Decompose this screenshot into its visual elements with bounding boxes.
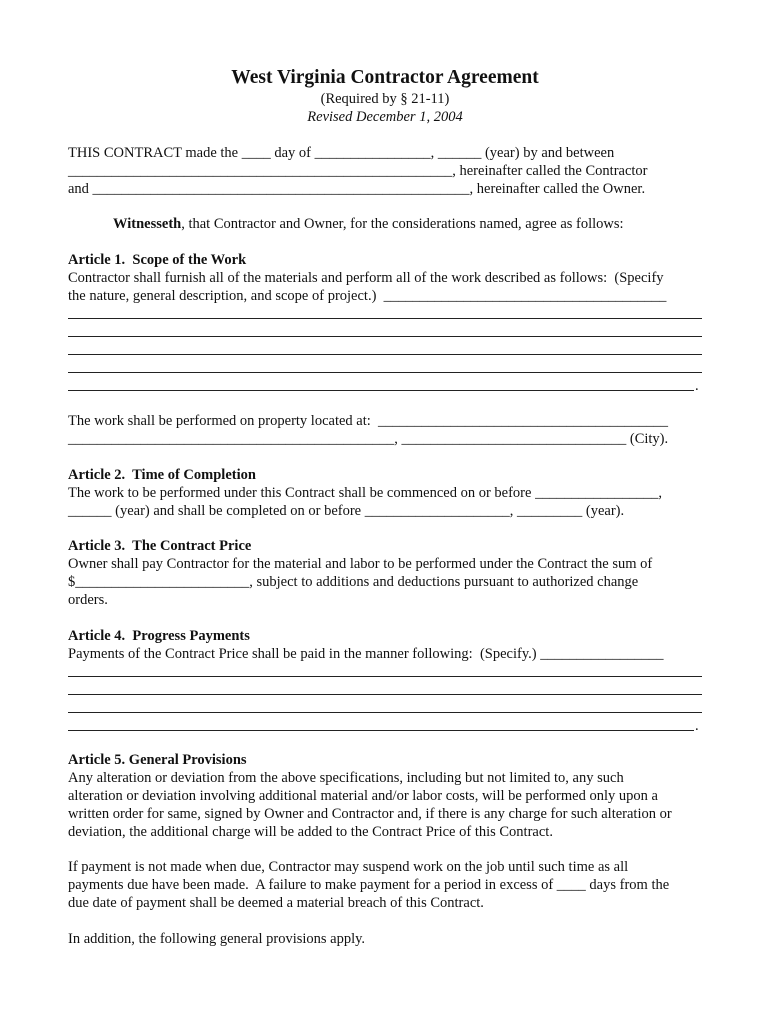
provisions-p1-line-4: deviation, the additional charge will be added to the Contract Price of this Contract. bbox=[68, 824, 553, 840]
article-1-heading: Article 1. Scope of the Work bbox=[68, 252, 247, 268]
location-line-2: _____________________________________________, _______________________________ (City). bbox=[68, 431, 669, 447]
article-4-heading: Article 4. Progress Payments bbox=[68, 628, 250, 644]
article-5-heading: Article 5. General Provisions bbox=[68, 752, 247, 768]
payments-blank-line bbox=[68, 694, 702, 695]
provisions-p1-line-3: written order for same, signed by Owner and Contractor and, if there is any charge for such alteration or bbox=[68, 806, 672, 822]
scope-blank-line bbox=[68, 354, 702, 355]
payments-blank-line bbox=[68, 712, 702, 713]
article-1-line-2: the nature, general description, and scope of project.) _______________________________________ bbox=[68, 288, 667, 304]
revised-date: Revised December 1, 2004 bbox=[307, 109, 463, 125]
article-2-line-1: The work to be performed under this Contract shall be commenced on or before _________________, bbox=[68, 485, 662, 501]
article-2-heading: Article 2. Time of Completion bbox=[68, 467, 256, 483]
scope-period: . bbox=[695, 378, 699, 394]
location-line-1: The work shall be performed on property located at: ________________________________________ bbox=[68, 413, 669, 429]
scope-blank-line bbox=[68, 318, 702, 319]
scope-blank-line bbox=[68, 390, 694, 391]
scope-blank-line bbox=[68, 336, 702, 337]
article-1-line-1: Contractor shall furnish all of the materials and perform all of the work described as follows: (Specify bbox=[68, 270, 664, 286]
provisions-p3: In addition, the following general provisions apply. bbox=[68, 931, 366, 947]
witnesseth-text: , that Contractor and Owner, for the considerations named, agree as follows: bbox=[181, 216, 624, 232]
scope-blank-line bbox=[68, 372, 702, 373]
witnesseth-word: Witnesseth bbox=[113, 216, 182, 232]
document-subtitle: (Required by § 21-11) bbox=[320, 91, 450, 107]
intro-line-3: and ____________________________________________________, hereinafter called the Owner. bbox=[68, 181, 646, 197]
witnesseth-line bbox=[113, 215, 624, 233]
payments-period: . bbox=[695, 718, 699, 734]
payments-blank-line bbox=[68, 730, 694, 731]
article-3-heading: Article 3. The Contract Price bbox=[68, 538, 252, 554]
payments-blank-line bbox=[68, 676, 702, 677]
article-4-line-1: Payments of the Contract Price shall be paid in the manner following: (Specify.) _________________ bbox=[68, 646, 664, 662]
provisions-p2-line-1: If payment is not made when due, Contractor may suspend work on the job until such time as all bbox=[68, 859, 629, 875]
provisions-p1-line-2: alteration or deviation involving additional material and/or labor costs, will be performed only upon a bbox=[68, 788, 658, 804]
provisions-p2-line-2: payments due have been made. A failure to make payment for a period in excess of ____ days from the bbox=[68, 877, 670, 893]
article-3-line-1: Owner shall pay Contractor for the material and labor to be performed under the Contract the sum of bbox=[68, 556, 653, 572]
intro-line-2: _____________________________________________________, hereinafter called the Contractor bbox=[68, 163, 648, 179]
document-title: West Virginia Contractor Agreement bbox=[231, 67, 539, 88]
provisions-p1-line-1: Any alteration or deviation from the above specifications, including but not limited to, any such bbox=[68, 770, 624, 786]
intro-line-1: THIS CONTRACT made the ____ day of ________________, ______ (year) by and between bbox=[68, 145, 615, 161]
provisions-p2-line-3: due date of payment shall be deemed a material breach of this Contract. bbox=[68, 895, 484, 911]
article-3-line-2: $________________________, subject to additions and deductions pursuant to authorized change bbox=[68, 574, 639, 590]
article-2-line-2: ______ (year) and shall be completed on or before ____________________, _________ (year). bbox=[68, 503, 625, 519]
article-3-line-3: orders. bbox=[68, 592, 108, 608]
